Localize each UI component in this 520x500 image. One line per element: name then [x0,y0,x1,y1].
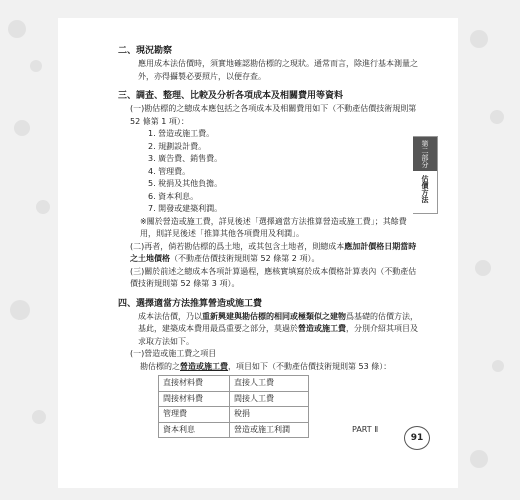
background-dot [36,200,50,214]
table-row [159,422,309,438]
table-row [159,407,309,423]
section-3-note: ※關於營造或施工費，詳見後述「選擇適當方法推算營造或施工費」；其餘費用，則詳見後述「推算其他各項費用及利潤」。 [140,216,407,238]
table-cell: 直接材料費 [159,376,230,392]
item-2-text-b: （不動產估價技術規則第 52 條第 2 項）。 [170,254,320,263]
s4-bold-2: 營造或施工費 [298,324,346,333]
section-2-text: 應用成本法估價時，須實地確認勘估標的之現狀。通常而言，除進行基本測量之外，亦得攝製必要照片，以便存查。 [138,59,418,81]
background-dot [490,110,504,124]
section-3-item-1: (一)勘估標的之總成本應包括之各項成本及相關費用如下（不動產估價技術規則第 52 條第 1 項）： [130,104,417,126]
table-cell: 稅捐 [230,407,309,423]
side-tab-part-label: 第二部分 [421,140,429,168]
table-row [159,391,309,407]
background-dot [470,30,488,48]
side-tab-title [413,173,437,213]
section-3-item-2 [130,241,418,266]
chapter-side-tab [413,136,438,214]
section-3-item-3: (三)關於前述之總成本各項計算過程，應核實填寫於成本價格計算表內（不動產估價技術規則第 52 條第 3 項）。 [130,266,417,288]
background-dot [32,410,46,424]
construction-cost-table [158,375,309,438]
list-item: 3. 廣告費、銷售費。 [148,154,223,163]
background-dot [10,300,30,320]
s4-text-a: 成本法估價，乃以 [138,311,202,321]
list-item: 5. 稅捐及其他負擔。 [148,179,223,188]
page-number: 91 [404,426,430,450]
page-content [118,44,418,438]
sub1-text-b: ，項目如下（不動產估價技術規則第 53 條）： [228,361,392,371]
s4-bold-1: 重新興建與勘估標的相同或極類似之建物 [202,311,346,321]
table-row [159,376,309,392]
side-tab-part [413,137,437,171]
background-dot [475,260,491,276]
background-dot [470,450,488,468]
item-2-bold: 應加計價格日期當時之土地價格 [130,241,417,263]
s4-text-c: ，分別介紹其項目及求取方法如下。 [138,324,418,346]
cost-items-list [148,128,418,216]
table-cell: 資本利息 [159,422,230,438]
list-item: 4. 管理費。 [148,166,191,176]
s4-text-b: 爲基礎的估價方法，基此，建築成本費用最爲重要之部分，莫過於 [138,311,418,333]
table-cell: 管理費 [159,407,230,423]
table-cell: 間接人工費 [230,391,309,407]
background-dot [492,360,504,372]
section-heading-3: 三、調查、整理、比較及分析各項成本及相關費用等資料 [118,91,344,101]
sub1-underlined: 營造或施工費 [180,361,228,371]
section-4-text [138,311,418,349]
list-item: 6. 資本利息。 [148,191,199,201]
background-dot [30,60,42,72]
side-tab-title-label: 估價方法 [421,175,429,203]
table-cell: 營造或施工利潤 [230,422,309,438]
section-heading-2: 二、現況勘察 [118,46,173,56]
list-item: 2. 規劃設計費。 [148,141,207,151]
item-2-text-a: (二)再者，倘若勘估標的爲土地，或其包含土地者，則總成本 [130,241,345,251]
sub1-text-a: 勘估標的之 [140,361,180,371]
background-dot [8,20,26,38]
list-item: 1. 營造或施工費。 [148,129,215,138]
footer-part-label: PART Ⅱ [352,425,379,434]
section-heading-4: 四、選擇適當方法推算營造或施工費 [118,298,263,309]
background-dot [14,120,30,136]
list-item: 7. 開發或建築利潤。 [148,204,223,213]
table-cell: 直接人工費 [230,376,309,392]
section-4-sub-1: (一)營造或施工費之項目 [130,349,217,358]
section-4-sub-1-text [140,361,418,374]
table-cell: 間接材料費 [159,391,230,407]
